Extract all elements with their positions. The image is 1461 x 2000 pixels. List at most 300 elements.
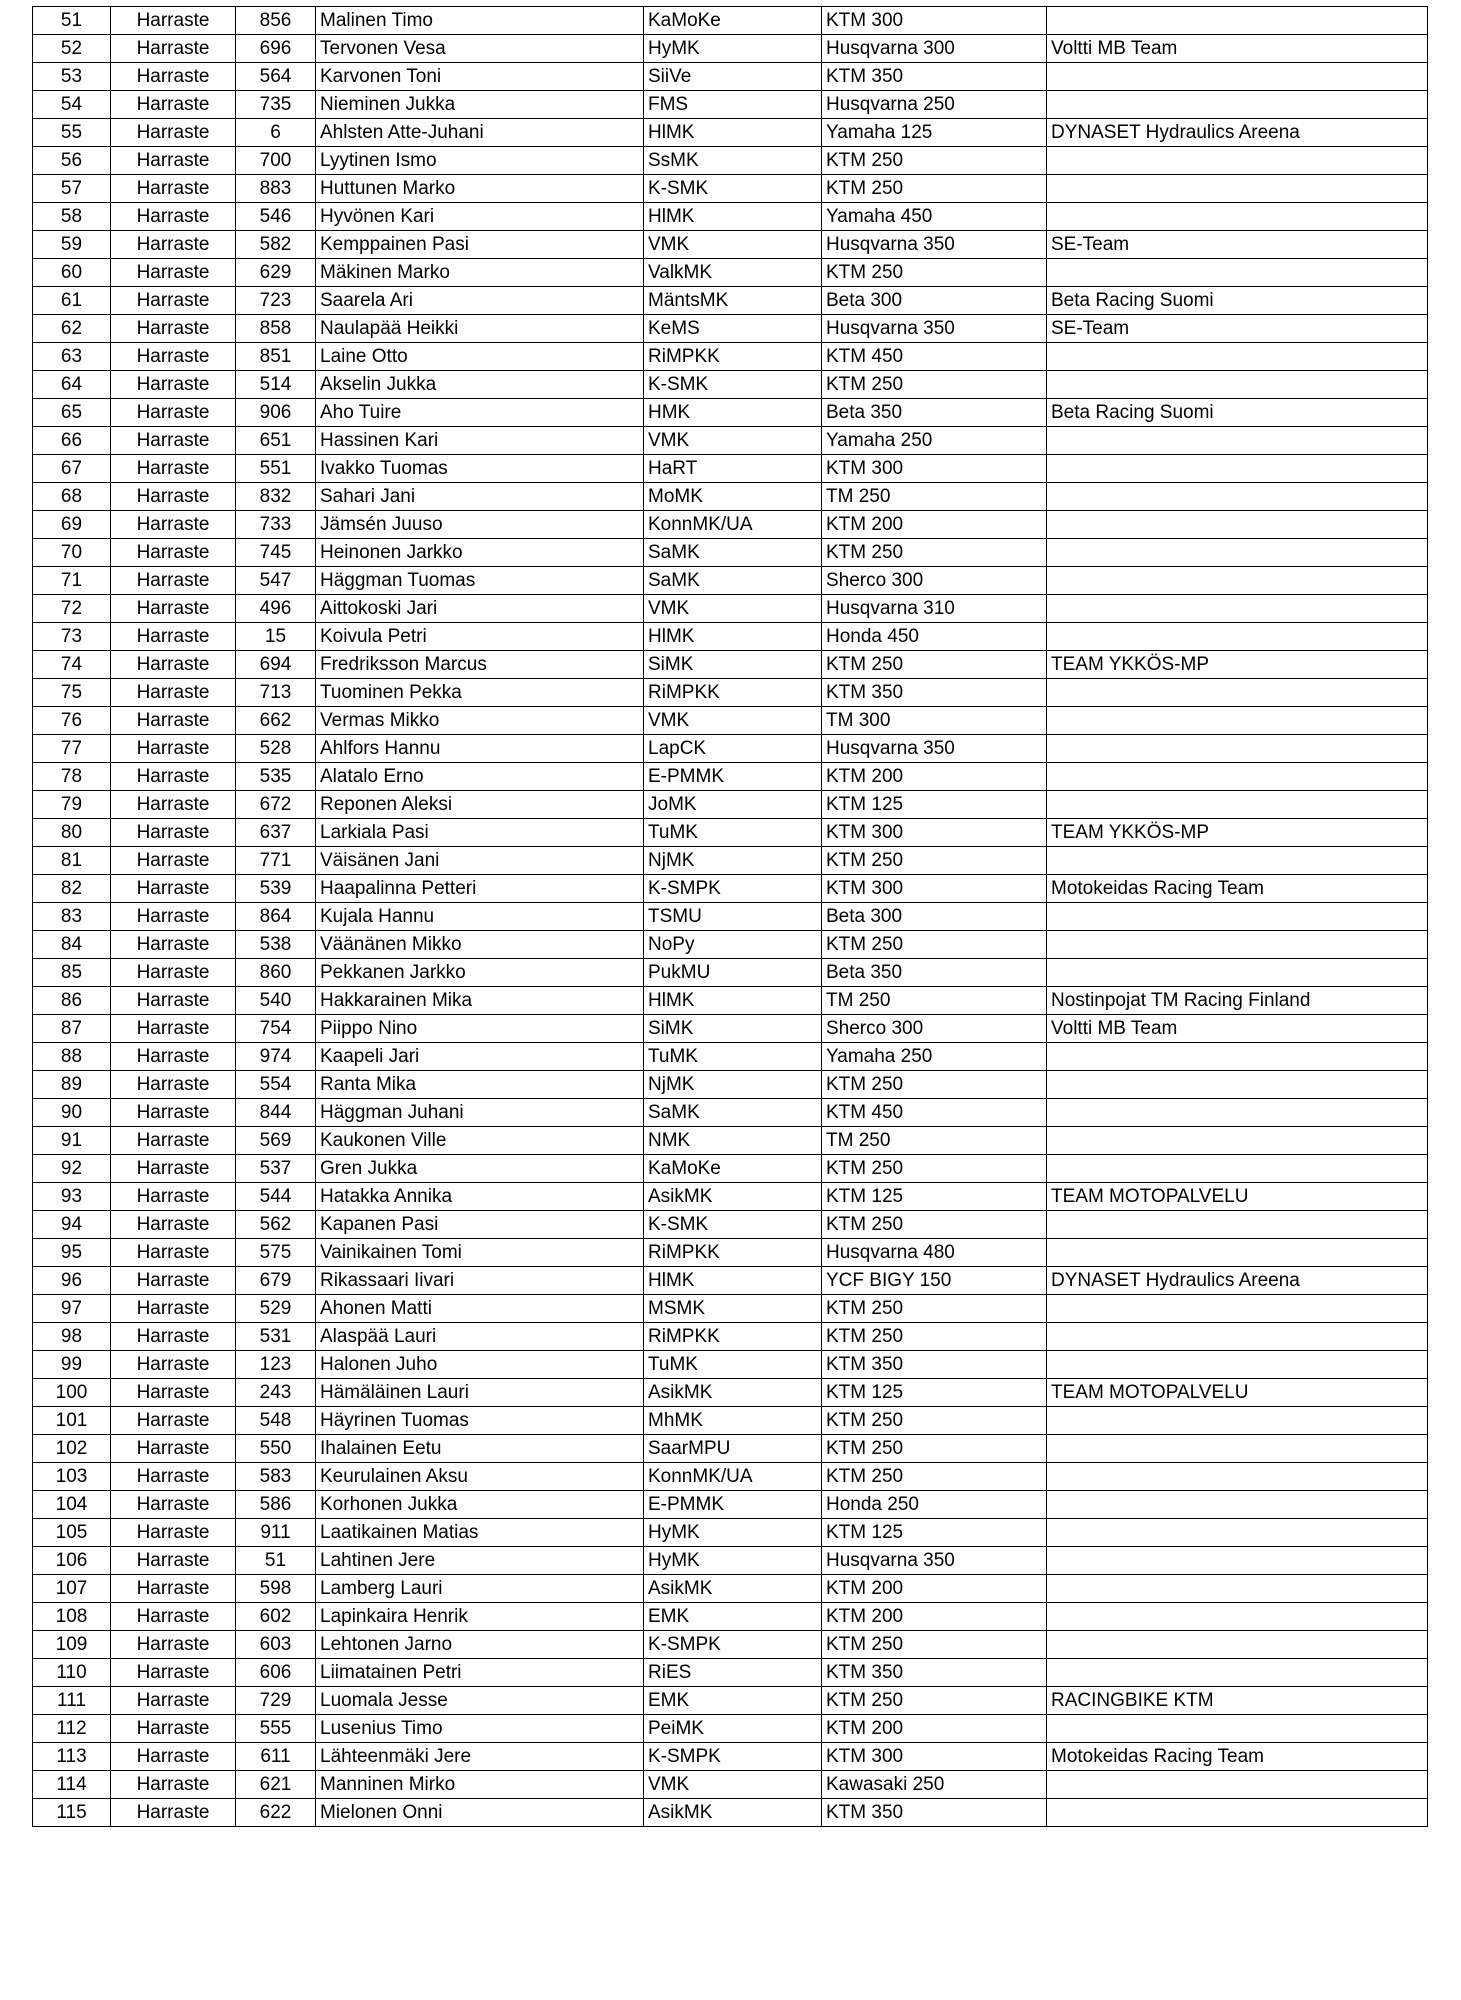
table-row [33,1547,1428,1575]
table-row [33,1127,1428,1155]
table-row [33,1071,1428,1099]
bib-number-cell: 586 [236,1491,316,1519]
position-cell: 84 [33,931,111,959]
team-cell: TEAM YKKÖS-MP [1047,819,1428,847]
class-cell: Harraste [111,931,236,959]
class-cell: Harraste [111,1239,236,1267]
bib-number-cell: 598 [236,1575,316,1603]
club-cell: KaMoKe [644,1155,822,1183]
position-cell: 105 [33,1519,111,1547]
team-cell: SE-Team [1047,315,1428,343]
table-row [33,1687,1428,1715]
bib-number-cell: 575 [236,1239,316,1267]
team-cell: Nostinpojat TM Racing Finland [1047,987,1428,1015]
rider-name-cell: Liimatainen Petri [316,1659,644,1687]
table-row [33,763,1428,791]
motorcycle-cell: KTM 200 [822,1715,1047,1743]
club-cell: SaMK [644,539,822,567]
table-row [33,1771,1428,1799]
team-cell [1047,203,1428,231]
table-row [33,735,1428,763]
class-cell: Harraste [111,679,236,707]
club-cell: E-PMMK [644,1491,822,1519]
motorcycle-cell: KTM 350 [822,1351,1047,1379]
bib-number-cell: 123 [236,1351,316,1379]
class-cell: Harraste [111,1267,236,1295]
rider-name-cell: Väisänen Jani [316,847,644,875]
club-cell: K-SMPK [644,1631,822,1659]
team-cell: Voltti MB Team [1047,35,1428,63]
table-row [33,1267,1428,1295]
position-cell: 110 [33,1659,111,1687]
team-cell [1047,1071,1428,1099]
club-cell: RiES [644,1659,822,1687]
class-cell: Harraste [111,1183,236,1211]
team-cell [1047,1127,1428,1155]
position-cell: 100 [33,1379,111,1407]
class-cell: Harraste [111,455,236,483]
motorcycle-cell: KTM 250 [822,1631,1047,1659]
table-row [33,959,1428,987]
position-cell: 98 [33,1323,111,1351]
rider-name-cell: Lähteenmäki Jere [316,1743,644,1771]
class-cell: Harraste [111,987,236,1015]
club-cell: PeiMK [644,1715,822,1743]
table-row [33,903,1428,931]
class-cell: Harraste [111,483,236,511]
team-cell: Motokeidas Racing Team [1047,875,1428,903]
table-row [33,875,1428,903]
bib-number-cell: 514 [236,371,316,399]
motorcycle-cell: TM 250 [822,483,1047,511]
club-cell: K-SMPK [644,875,822,903]
team-cell [1047,427,1428,455]
rider-name-cell: Laine Otto [316,343,644,371]
club-cell: VMK [644,595,822,623]
table-row [33,1099,1428,1127]
table-row [33,511,1428,539]
motorcycle-cell: Husqvarna 480 [822,1239,1047,1267]
rider-name-cell: Häggman Tuomas [316,567,644,595]
motorcycle-cell: KTM 250 [822,1407,1047,1435]
position-cell: 58 [33,203,111,231]
rider-name-cell: Naulapää Heikki [316,315,644,343]
club-cell: ValkMK [644,259,822,287]
position-cell: 104 [33,1491,111,1519]
table-row [33,1715,1428,1743]
table-row [33,931,1428,959]
rider-name-cell: Halonen Juho [316,1351,644,1379]
rider-name-cell: Kemppainen Pasi [316,231,644,259]
team-cell [1047,1519,1428,1547]
class-cell: Harraste [111,7,236,35]
table-row [33,1575,1428,1603]
bib-number-cell: 540 [236,987,316,1015]
class-cell: Harraste [111,791,236,819]
table-row [33,567,1428,595]
team-cell: TEAM YKKÖS-MP [1047,651,1428,679]
rider-name-cell: Häyrinen Tuomas [316,1407,644,1435]
motorcycle-cell: KTM 450 [822,343,1047,371]
class-cell: Harraste [111,1323,236,1351]
class-cell: Harraste [111,1491,236,1519]
team-cell [1047,1799,1428,1827]
rider-name-cell: Aittokoski Jari [316,595,644,623]
position-cell: 80 [33,819,111,847]
bib-number-cell: 603 [236,1631,316,1659]
table-row [33,1155,1428,1183]
motorcycle-cell: Beta 300 [822,287,1047,315]
club-cell: NoPy [644,931,822,959]
bib-number-cell: 696 [236,35,316,63]
rider-name-cell: Hakkarainen Mika [316,987,644,1015]
motorcycle-cell: KTM 350 [822,1799,1047,1827]
bib-number-cell: 562 [236,1211,316,1239]
club-cell: KaMoKe [644,7,822,35]
bib-number-cell: 700 [236,147,316,175]
team-cell [1047,623,1428,651]
class-cell: Harraste [111,1155,236,1183]
class-cell: Harraste [111,1659,236,1687]
class-cell: Harraste [111,1071,236,1099]
position-cell: 77 [33,735,111,763]
bib-number-cell: 679 [236,1267,316,1295]
team-cell [1047,1295,1428,1323]
table-row [33,203,1428,231]
bib-number-cell: 6 [236,119,316,147]
bib-number-cell: 539 [236,875,316,903]
bib-number-cell: 602 [236,1603,316,1631]
team-cell [1047,1407,1428,1435]
club-cell: SaMK [644,1099,822,1127]
motorcycle-cell: Husqvarna 350 [822,1547,1047,1575]
rider-name-cell: Ahlsten Atte-Juhani [316,119,644,147]
club-cell: K-SMPK [644,1743,822,1771]
class-cell: Harraste [111,1435,236,1463]
motorcycle-cell: KTM 250 [822,1463,1047,1491]
team-cell [1047,455,1428,483]
class-cell: Harraste [111,399,236,427]
rider-name-cell: Hämäläinen Lauri [316,1379,644,1407]
club-cell: K-SMK [644,175,822,203]
position-cell: 76 [33,707,111,735]
team-cell [1047,1547,1428,1575]
position-cell: 52 [33,35,111,63]
motorcycle-cell: Husqvarna 350 [822,231,1047,259]
club-cell: TuMK [644,1043,822,1071]
team-cell: Voltti MB Team [1047,1015,1428,1043]
team-cell [1047,1211,1428,1239]
bib-number-cell: 906 [236,399,316,427]
rider-name-cell: Luomala Jesse [316,1687,644,1715]
motorcycle-cell: KTM 250 [822,1155,1047,1183]
rider-name-cell: Hyvönen Kari [316,203,644,231]
club-cell: SiiVe [644,63,822,91]
position-cell: 113 [33,1743,111,1771]
position-cell: 74 [33,651,111,679]
bib-number-cell: 555 [236,1715,316,1743]
table-row [33,287,1428,315]
bib-number-cell: 531 [236,1323,316,1351]
position-cell: 90 [33,1099,111,1127]
rider-name-cell: Tervonen Vesa [316,35,644,63]
class-cell: Harraste [111,203,236,231]
class-cell: Harraste [111,1771,236,1799]
club-cell: KonnMK/UA [644,1463,822,1491]
table-row [33,343,1428,371]
bib-number-cell: 51 [236,1547,316,1575]
bib-number-cell: 832 [236,483,316,511]
motorcycle-cell: Husqvarna 250 [822,91,1047,119]
position-cell: 91 [33,1127,111,1155]
rider-name-cell: Aho Tuire [316,399,644,427]
bib-number-cell: 844 [236,1099,316,1127]
table-row [33,679,1428,707]
club-cell: VMK [644,1771,822,1799]
motorcycle-cell: KTM 250 [822,371,1047,399]
position-cell: 57 [33,175,111,203]
motorcycle-cell: KTM 250 [822,847,1047,875]
bib-number-cell: 550 [236,1435,316,1463]
motorcycle-cell: KTM 250 [822,147,1047,175]
club-cell: NMK [644,1127,822,1155]
table-row [33,1351,1428,1379]
rider-name-cell: Heinonen Jarkko [316,539,644,567]
table-row [33,1463,1428,1491]
class-cell: Harraste [111,959,236,987]
bib-number-cell: 528 [236,735,316,763]
club-cell: K-SMK [644,1211,822,1239]
position-cell: 62 [33,315,111,343]
class-cell: Harraste [111,1519,236,1547]
rider-name-cell: Keurulainen Aksu [316,1463,644,1491]
motorcycle-cell: Honda 250 [822,1491,1047,1519]
rider-name-cell: Haapalinna Petteri [316,875,644,903]
team-cell [1047,567,1428,595]
team-cell: Motokeidas Racing Team [1047,1743,1428,1771]
team-cell [1047,7,1428,35]
club-cell: HlMK [644,119,822,147]
class-cell: Harraste [111,1043,236,1071]
rider-name-cell: Kapanen Pasi [316,1211,644,1239]
team-cell: RACINGBIKE KTM [1047,1687,1428,1715]
class-cell: Harraste [111,1379,236,1407]
team-cell [1047,1323,1428,1351]
motorcycle-cell: KTM 250 [822,1211,1047,1239]
bib-number-cell: 858 [236,315,316,343]
motorcycle-cell: KTM 350 [822,63,1047,91]
club-cell: MhMK [644,1407,822,1435]
motorcycle-cell: Yamaha 250 [822,1043,1047,1071]
position-cell: 78 [33,763,111,791]
table-row [33,231,1428,259]
bib-number-cell: 860 [236,959,316,987]
rider-name-cell: Ahonen Matti [316,1295,644,1323]
club-cell: VMK [644,231,822,259]
team-cell [1047,735,1428,763]
team-cell [1047,1463,1428,1491]
motorcycle-cell: Kawasaki 250 [822,1771,1047,1799]
club-cell: K-SMK [644,371,822,399]
team-cell [1047,539,1428,567]
team-cell: DYNASET Hydraulics Areena [1047,119,1428,147]
class-cell: Harraste [111,903,236,931]
position-cell: 106 [33,1547,111,1575]
motorcycle-cell: KTM 250 [822,175,1047,203]
class-cell: Harraste [111,1715,236,1743]
club-cell: RiMPKK [644,679,822,707]
position-cell: 101 [33,1407,111,1435]
team-cell [1047,595,1428,623]
club-cell: EMK [644,1687,822,1715]
team-cell [1047,959,1428,987]
team-cell [1047,1771,1428,1799]
rider-name-cell: Fredriksson Marcus [316,651,644,679]
bib-number-cell: 723 [236,287,316,315]
position-cell: 61 [33,287,111,315]
position-cell: 109 [33,1631,111,1659]
motorcycle-cell: Husqvarna 300 [822,35,1047,63]
club-cell: JoMK [644,791,822,819]
rider-name-cell: Ranta Mika [316,1071,644,1099]
position-cell: 55 [33,119,111,147]
table-row [33,175,1428,203]
position-cell: 112 [33,1715,111,1743]
class-cell: Harraste [111,707,236,735]
rider-name-cell: Akselin Jukka [316,371,644,399]
team-cell: SE-Team [1047,231,1428,259]
rider-name-cell: Lahtinen Jere [316,1547,644,1575]
rider-name-cell: Huttunen Marko [316,175,644,203]
motorcycle-cell: KTM 250 [822,1071,1047,1099]
motorcycle-cell: Yamaha 450 [822,203,1047,231]
bib-number-cell: 629 [236,259,316,287]
rider-name-cell: Saarela Ari [316,287,644,315]
motorcycle-cell: KTM 300 [822,819,1047,847]
bib-number-cell: 554 [236,1071,316,1099]
motorcycle-cell: KTM 125 [822,1183,1047,1211]
club-cell: MSMK [644,1295,822,1323]
rider-name-cell: Ahlfors Hannu [316,735,644,763]
table-row [33,791,1428,819]
team-cell [1047,371,1428,399]
table-row [33,1239,1428,1267]
class-cell: Harraste [111,511,236,539]
team-cell [1047,175,1428,203]
motorcycle-cell: Husqvarna 350 [822,315,1047,343]
club-cell: HlMK [644,203,822,231]
class-cell: Harraste [111,119,236,147]
motorcycle-cell: KTM 200 [822,1603,1047,1631]
bib-number-cell: 856 [236,7,316,35]
team-cell: DYNASET Hydraulics Areena [1047,1267,1428,1295]
rider-name-cell: Reponen Aleksi [316,791,644,819]
team-cell [1047,791,1428,819]
class-cell: Harraste [111,1127,236,1155]
motorcycle-cell: KTM 250 [822,539,1047,567]
motorcycle-cell: KTM 250 [822,1435,1047,1463]
position-cell: 71 [33,567,111,595]
rider-name-cell: Hatakka Annika [316,1183,644,1211]
club-cell: HMK [644,399,822,427]
table-row [33,399,1428,427]
position-cell: 56 [33,147,111,175]
rider-name-cell: Vainikainen Tomi [316,1239,644,1267]
table-row [33,35,1428,63]
team-cell [1047,1715,1428,1743]
position-cell: 64 [33,371,111,399]
club-cell: TuMK [644,1351,822,1379]
rider-name-cell: Karvonen Toni [316,63,644,91]
table-body [33,7,1428,1827]
position-cell: 72 [33,595,111,623]
position-cell: 99 [33,1351,111,1379]
table-row [33,1183,1428,1211]
team-cell [1047,259,1428,287]
club-cell: MäntsMK [644,287,822,315]
rider-name-cell: Nieminen Jukka [316,91,644,119]
rider-name-cell: Lapinkaira Henrik [316,1603,644,1631]
team-cell [1047,1631,1428,1659]
motorcycle-cell: TM 250 [822,1127,1047,1155]
bib-number-cell: 911 [236,1519,316,1547]
rider-name-cell: Ihalainen Eetu [316,1435,644,1463]
club-cell: AsikMK [644,1575,822,1603]
team-cell: TEAM MOTOPALVELU [1047,1183,1428,1211]
position-cell: 107 [33,1575,111,1603]
club-cell: NjMK [644,847,822,875]
team-cell [1047,1491,1428,1519]
class-cell: Harraste [111,175,236,203]
rider-name-cell: Manninen Mirko [316,1771,644,1799]
rider-name-cell: Mielonen Onni [316,1799,644,1827]
motorcycle-cell: KTM 125 [822,1519,1047,1547]
bib-number-cell: 771 [236,847,316,875]
club-cell: SiMK [644,1015,822,1043]
bib-number-cell: 672 [236,791,316,819]
position-cell: 70 [33,539,111,567]
club-cell: HyMK [644,1519,822,1547]
rider-name-cell: Ivakko Tuomas [316,455,644,483]
club-cell: AsikMK [644,1799,822,1827]
rider-name-cell: Lehtonen Jarno [316,1631,644,1659]
table-row [33,455,1428,483]
table-row [33,371,1428,399]
club-cell: KeMS [644,315,822,343]
position-cell: 69 [33,511,111,539]
rider-name-cell: Väänänen Mikko [316,931,644,959]
position-cell: 67 [33,455,111,483]
motorcycle-cell: KTM 200 [822,763,1047,791]
rider-name-cell: Alatalo Erno [316,763,644,791]
club-cell: SiMK [644,651,822,679]
bib-number-cell: 535 [236,763,316,791]
results-table [32,6,1428,1827]
table-row [33,1407,1428,1435]
table-row [33,483,1428,511]
class-cell: Harraste [111,1603,236,1631]
bib-number-cell: 611 [236,1743,316,1771]
class-cell: Harraste [111,287,236,315]
bib-number-cell: 662 [236,707,316,735]
motorcycle-cell: Husqvarna 350 [822,735,1047,763]
rider-name-cell: Malinen Timo [316,7,644,35]
bib-number-cell: 851 [236,343,316,371]
class-cell: Harraste [111,427,236,455]
position-cell: 93 [33,1183,111,1211]
class-cell: Harraste [111,1575,236,1603]
motorcycle-cell: KTM 125 [822,791,1047,819]
